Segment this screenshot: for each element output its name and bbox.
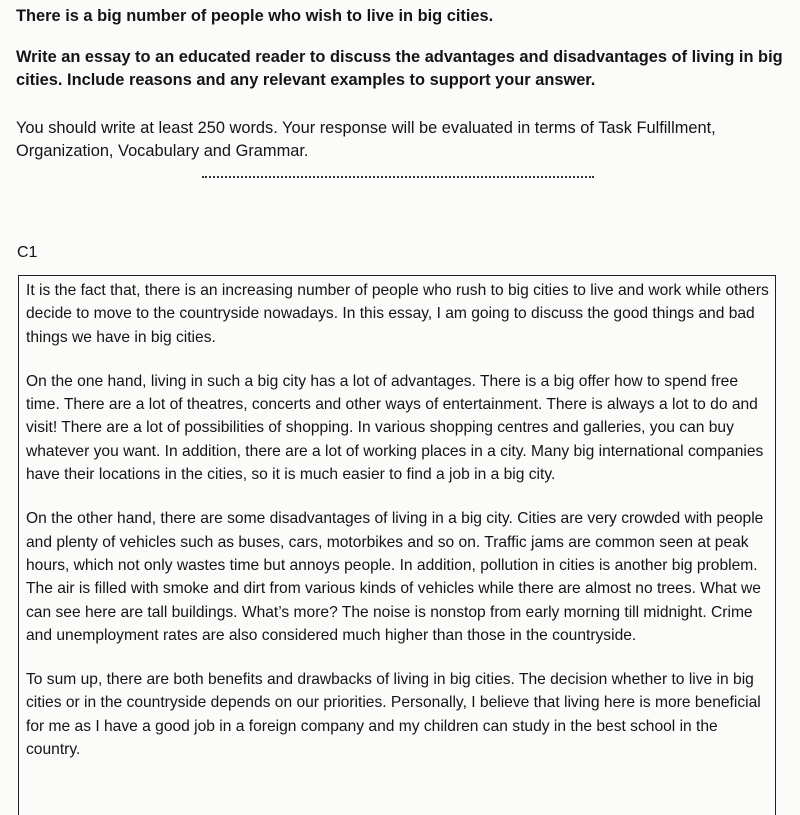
prompt-heading: There is a big number of people who wish to live in big cities. [16,7,494,25]
level-label: C1 [17,244,38,261]
prompt-instructions: You should write at least 250 words. Your response will be evaluated in terms of Task Fulfillment, Organization, Vocabulary and Grammar. [16,119,716,160]
prompt-task: Write an essay to an educated reader to discuss the advantages and disadvantages of living in big cities. Include reasons and any relevant examples to support your answer. [16,48,783,89]
essay-paragraph-intro: It is the fact that, there is an increasing number of people who rush to big cities to live and work while others decide to move to the countryside nowadays. In this essay, I am going to discuss the good things and bad things we have in big cities. [26,282,769,346]
essay-paragraph-advantages: On the one hand, living in such a big city has a lot of advantages. There is a big offer how to spend free time. There are a lot of theatres, concerts and other ways of entertainment. There is always a lot to do and visit! There are a lot of possibilities of shopping. In various shopping centres and galleries, you can buy whatever you want. In addition, there are a lot of working places in a city. Many big international companies have their locations in the cities, so it is much easier to find a job in a big city. [26,372,764,484]
essay-paragraph-disadvantages: On the other hand, there are some disadvantages of living in a big city. Cities are very crowded with people and plenty of vehicles such as buses, cars, motorbikes and so on. Traffic jams are common seen at peak hours, which not only wastes time but annoys people. In addition, pollution in cities is another big problem. The air is filled with smoke and dirt from various kinds of vehicles while there are almost no trees. What we can see here are tall buildings. What’s more? The noise is nonstop from early morning till midnight. Crime and unemployment rates are also considered much higher than those in the countryside. [26,510,764,644]
essay-box [18,275,776,815]
essay-paragraph-conclusion: To sum up, there are both benefits and drawbacks of living in big cities. The decision whether to live in big cities or in the countryside depends on our priorities. Personally, I believe that living here is more beneficial for me as I have a good job in a foreign company and my children can study in the best school in the country. [26,671,761,759]
dotted-divider [202,176,594,178]
